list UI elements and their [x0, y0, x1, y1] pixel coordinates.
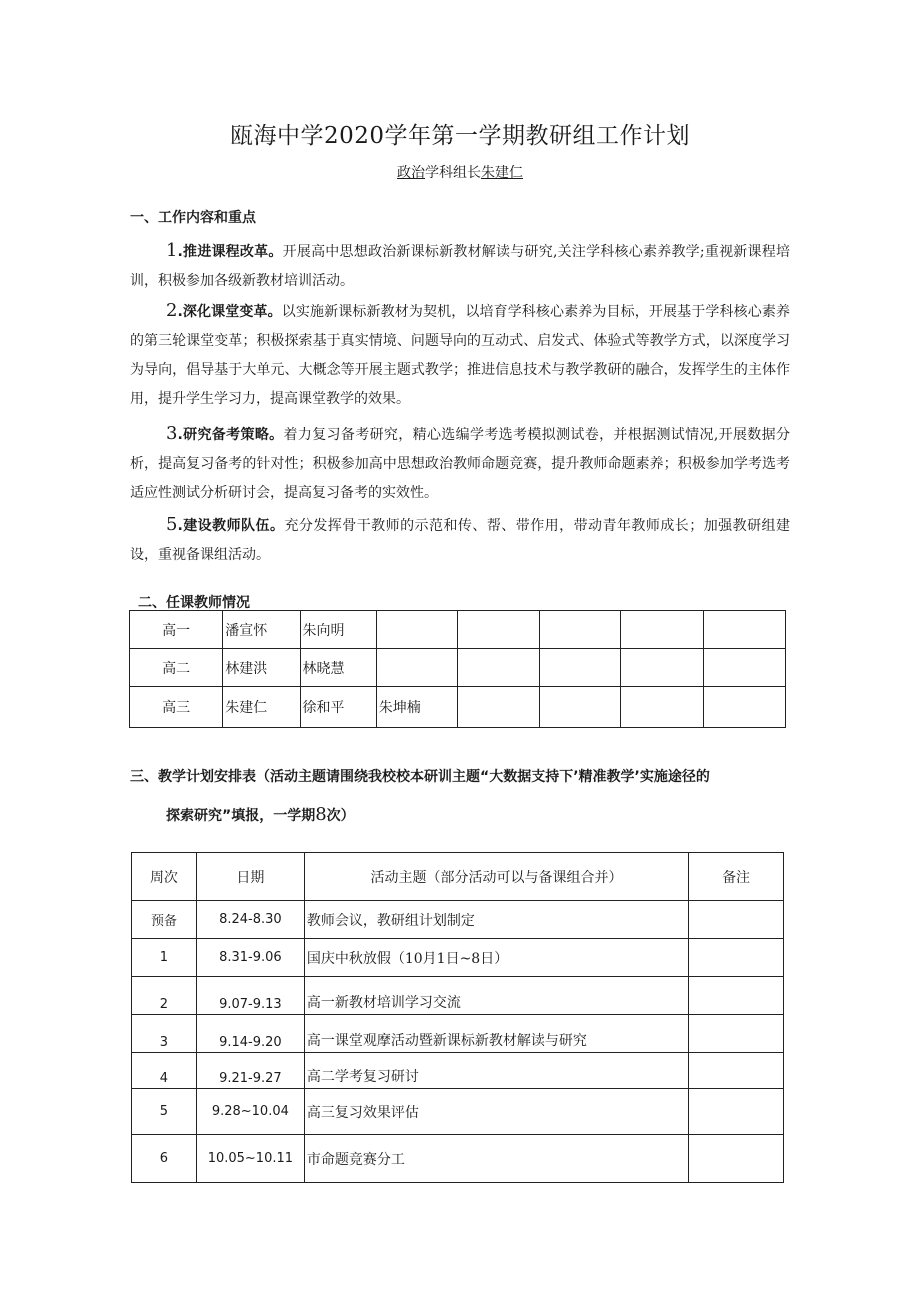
week-cell: 3 — [132, 1015, 197, 1053]
table-row — [130, 611, 786, 649]
schedule-table — [131, 852, 784, 1183]
teacher-cell — [376, 649, 457, 687]
item-3-number: 3 — [166, 423, 178, 444]
section3-count: 8 — [315, 804, 327, 825]
date-cell: 9.28~10.04 — [196, 1089, 304, 1135]
activity-cell: 高三复习效果评估 — [304, 1089, 688, 1135]
item-5-text: 充分发挥骨干教师的示范和传、帮、带作用，带动青年教师成长；加强教研组建设，重视备课组活动。 — [130, 518, 790, 563]
date-cell: 10.05~10.11 — [196, 1135, 304, 1183]
activity-cell: 国庆中秋放假（10月1日~8日） — [304, 939, 688, 977]
activity-cell: 高二学考复习研讨 — [304, 1053, 688, 1089]
grade-cell: 高二 — [130, 649, 223, 687]
item-2-title: .深化课堂变革。 — [177, 304, 282, 320]
week-cell: 6 — [132, 1135, 197, 1183]
week-cell: 1 — [132, 939, 197, 977]
teacher-cell — [703, 649, 785, 687]
table-row — [132, 939, 784, 977]
subtitle-role: 学科组长 — [425, 165, 481, 181]
item-5 — [130, 510, 790, 570]
section3-heading-cont — [166, 804, 355, 825]
teacher-cell: 朱建仁 — [223, 687, 300, 728]
teacher-cell — [376, 611, 457, 649]
item-5-number: 5 — [166, 514, 178, 535]
table-row — [132, 1015, 784, 1053]
teacher-cell — [703, 611, 785, 649]
item-1-number: 1 — [166, 240, 178, 261]
date-cell: 8.31-9.06 — [196, 939, 304, 977]
date-cell: 9.14-9.20 — [196, 1015, 304, 1053]
section3-heading: 三、教学计划安排表（活动主题请围绕我校校本研训主题“大数据支持下’精准教学’实施途径的 — [130, 769, 710, 785]
teacher-cell: 朱坤楠 — [376, 687, 457, 728]
table-row — [132, 1135, 784, 1183]
item-1-title: .推进课程改革。 — [177, 244, 283, 260]
col-header-week: 周次 — [132, 853, 197, 901]
grade-cell: 高三 — [130, 687, 223, 728]
activity-cell: 教师会议，教研组计划制定 — [304, 901, 688, 939]
activity-cell: 市命题竞赛分工 — [304, 1135, 688, 1183]
item-2-number: 2 — [166, 300, 178, 321]
teacher-cell — [703, 687, 785, 728]
teacher-cell — [457, 687, 539, 728]
table-row — [130, 649, 786, 687]
grade-cell: 高一 — [130, 611, 223, 649]
week-cell: 4 — [132, 1053, 197, 1089]
teacher-cell: 林建洪 — [223, 649, 300, 687]
teacher-cell — [457, 611, 539, 649]
item-5-title: .建设教师队伍。 — [177, 518, 285, 534]
col-header-activity: 活动主题（部分活动可以与备课组合并） — [304, 853, 688, 901]
item-3-title: .研究备考策略。 — [177, 427, 284, 443]
section3-heading-end: 次） — [326, 808, 355, 824]
teacher-cell — [457, 649, 539, 687]
teacher-cell: 徐和平 — [300, 687, 376, 728]
leader-name: 朱建仁 — [481, 165, 523, 181]
activity-cell: 高一新教材培训学习交流 — [304, 977, 688, 1015]
note-cell — [689, 977, 784, 1015]
col-header-date: 日期 — [196, 853, 304, 901]
table-row — [132, 1089, 784, 1135]
table-row — [132, 977, 784, 1015]
date-cell: 9.21-9.27 — [196, 1053, 304, 1089]
week-cell: 2 — [132, 977, 197, 1015]
section1-heading: 一、工作内容和重点 — [130, 210, 256, 226]
table-row — [132, 1053, 784, 1089]
item-1-text: 开展高中思想政治新课标新教材解读与研究,关注学科核心素养教学;重视新课程培训，积极参加各级新教材培训活动。 — [130, 244, 790, 289]
teacher-table — [129, 610, 786, 728]
note-cell — [689, 901, 784, 939]
date-cell: 9.07-9.13 — [196, 977, 304, 1015]
note-cell — [689, 1135, 784, 1183]
table-row — [130, 687, 786, 728]
item-2-text: 以实施新课标新教材为契机，以培育学科核心素养为目标，开展基于学科核心素养的第三轮课堂变革；积极探索基于真实情境、问题导向的互动式、启发式、体验式等教学方式，以深度学习为导向，倡导基于大单元、大概念等开展主题式教学；推进信息技术与教学教研的融合，发挥学生的主体作用，提升学生学习力，提高课堂教学的效果。 — [130, 304, 790, 407]
teacher-cell: 朱向明 — [300, 611, 376, 649]
note-cell — [689, 1089, 784, 1135]
teacher-cell: 潘宣怀 — [223, 611, 300, 649]
teacher-cell: 林晓慧 — [300, 649, 376, 687]
item-1 — [130, 236, 790, 296]
teacher-cell — [621, 611, 703, 649]
section2-heading: 二、任课教师情况 — [138, 595, 250, 611]
teacher-cell — [540, 687, 621, 728]
item-3-text: 着力复习备考研究，精心选编学考选考模拟测试卷，并根据测试情况,开展数据分析，提高复习备考的针对性；积极参加高中思想政治教师命题竞赛，提升教师命题素养；积极参加学考选考适应性测试分析研讨会，提高复习备考的实效性。 — [130, 427, 790, 501]
teacher-cell — [540, 611, 621, 649]
teacher-cell — [621, 649, 703, 687]
week-cell: 5 — [132, 1089, 197, 1135]
item-3 — [130, 419, 790, 508]
col-header-note: 备注 — [689, 853, 784, 901]
subject-name: 政治 — [397, 165, 425, 181]
document-subtitle — [0, 162, 920, 182]
table-row — [132, 901, 784, 939]
teacher-cell — [621, 687, 703, 728]
note-cell — [689, 1015, 784, 1053]
teacher-cell — [540, 649, 621, 687]
item-2 — [130, 296, 790, 414]
document-title: 瓯海中学2020学年第一学期教研组工作计划 — [229, 123, 691, 149]
note-cell — [689, 939, 784, 977]
activity-cell: 高一课堂观摩活动暨新课标新教材解读与研究 — [304, 1015, 688, 1053]
week-cell: 预备 — [132, 901, 197, 939]
date-cell: 8.24-8.30 — [196, 901, 304, 939]
note-cell — [689, 1053, 784, 1089]
section3-heading-part: 探索研究”填报，一学期 — [166, 808, 316, 824]
table-header-row — [132, 853, 784, 901]
